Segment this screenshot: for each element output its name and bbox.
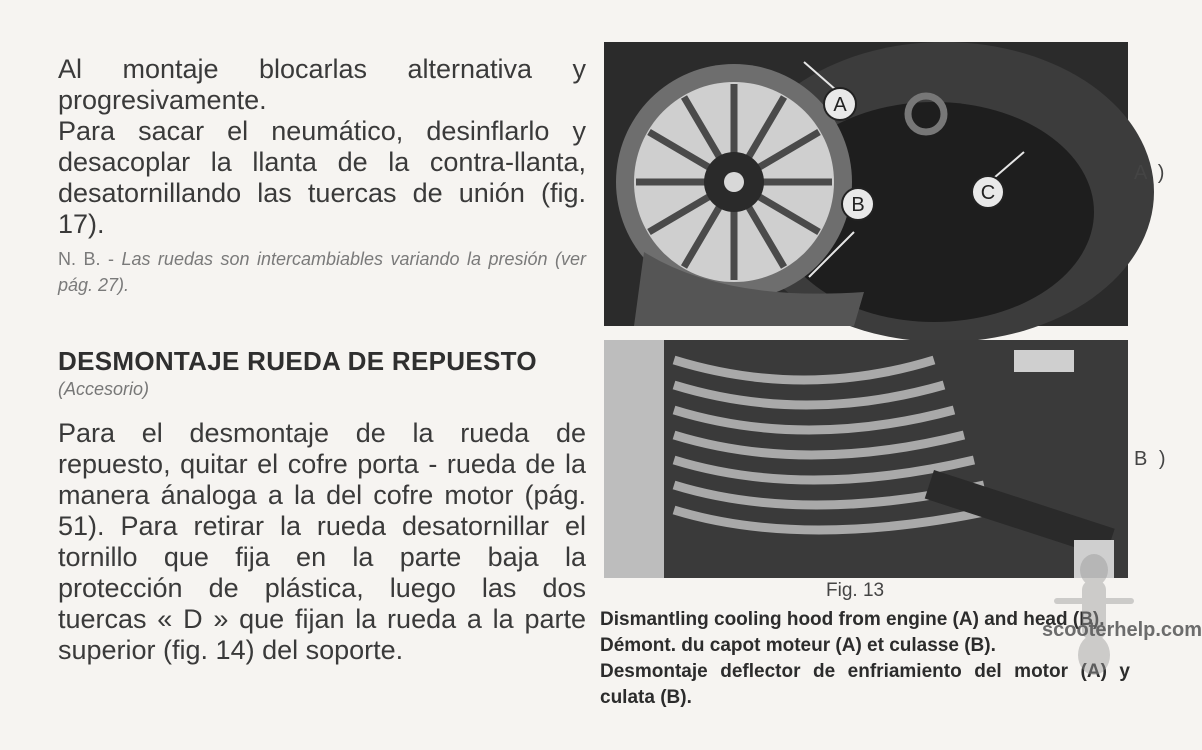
watermark-text: scooterhelp.com (1042, 619, 1202, 641)
paragraph-mounting: Al montaje blocarlas alternativa y progresivamente. (58, 54, 586, 115)
paragraph-spare-wheel: Para el desmontaje de la rueda de repuesto, quitar el cofre porta - rueda de la manera ánaloga a la del cofre motor (pág. 51). Para retirar la rueda desatornillar el tornillo que fija en la parte baja la protección de plástica, luego las dos tuercas « D » que fijan la rueda a la parte superior (fig. 14) del soporte. (58, 418, 586, 665)
note-text: Las ruedas son intercambiables variando la presión (ver pág. 27). (58, 249, 586, 295)
note-nb (58, 246, 586, 298)
note-prefix: N. B. - (58, 249, 122, 269)
figure-label-b: B ) (1134, 448, 1169, 470)
text-column (58, 54, 586, 666)
figure-label-a: A ) (1134, 162, 1168, 184)
photo-cooling-hood (604, 42, 1128, 326)
caption-english: Dismantling cooling hood from engine (A) and head (B). (600, 609, 1105, 630)
callout-c-text: C (980, 182, 996, 204)
figure-number: Fig. 13 (826, 580, 885, 601)
scooter-watermark-icon (1024, 540, 1164, 680)
callout-a-text: A (833, 94, 847, 116)
caption-spanish: Desmontaje deflector de enfriamiento del motor (A) y culata (B). (600, 661, 1130, 708)
engine-hood-illustration (604, 42, 1128, 326)
section-subheading: (Accesorio) (58, 379, 150, 399)
paragraph-tire-removal: Para sacar el neumático, desinflarlo y desacoplar la llanta de la contra-llanta, desatornillando las tuercas de unión (fig. 17). (58, 116, 586, 239)
callout-b-text: B (851, 194, 865, 216)
section-heading: DESMONTAJE RUEDA DE REPUESTO (58, 346, 537, 376)
caption-french: Démont. du capot moteur (A) et culasse (B). (600, 635, 996, 656)
